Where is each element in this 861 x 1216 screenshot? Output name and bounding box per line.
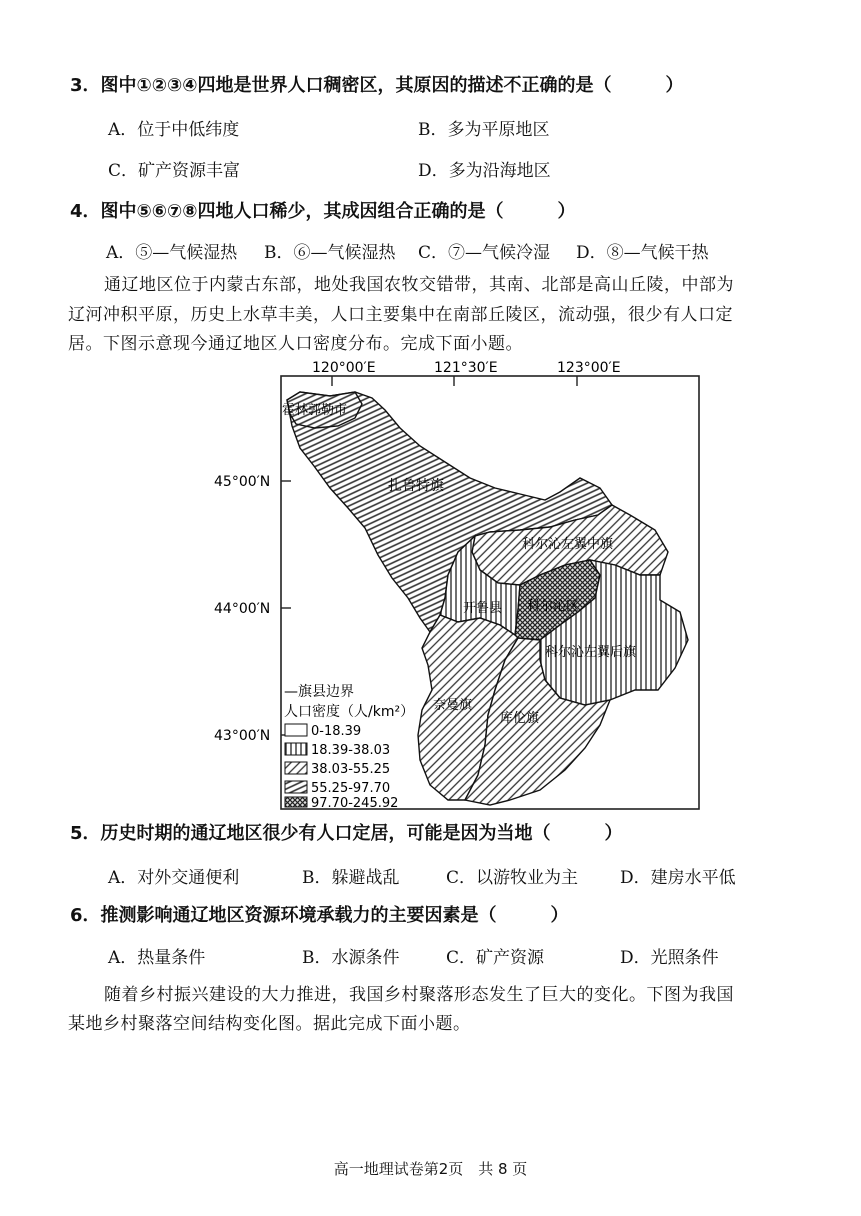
legend-title: 人口密度（人/km²） (284, 704, 415, 720)
q6-option-c: C．矿产资源 (446, 948, 545, 968)
legend-swatch-5 (285, 797, 307, 807)
q4-option-a: A．⑤—气候湿热 (106, 243, 238, 263)
q4-option-b: B．⑥—气候湿热 (264, 243, 396, 263)
q3-option-c: C．矿产资源丰富 (108, 161, 241, 181)
label-naiman: 奈曼旗 (433, 698, 473, 713)
legend-item-5: 97.70-245.92 (311, 796, 399, 811)
lat-label-44: 44°00′N (214, 601, 271, 617)
q4-stem: 4．图中⑤⑥⑦⑧四地人口稀少，其成因组合正确的是（ ） (70, 201, 576, 222)
legend-swatch-4 (285, 781, 307, 793)
label-keerqin: 科尔沁区 (527, 599, 580, 614)
label-huolinguole: 霍林郭勒市 (282, 403, 348, 418)
q5-stem: 5．历史时期的通辽地区很少有人口定居，可能是因为当地（ ） (70, 823, 623, 844)
label-kezuohou: 科尔沁左翼后旗 (545, 645, 637, 660)
lon-label-123: 123°00′E (557, 360, 621, 376)
label-kulun: 库伦旗 (500, 711, 540, 726)
q3-option-a: A．位于中低纬度 (108, 120, 240, 140)
passage1-line-2: 辽河冲积平原，历史上水草丰美，人口主要集中在南部丘陵区，流动强，很少有人口定 (68, 305, 733, 325)
legend-swatch-2 (285, 743, 307, 755)
passage1-line-1: 通辽地区位于内蒙古东部，地处我国农牧交错带，其南、北部是高山丘陵，中部为 (104, 275, 734, 295)
q4-option-c: C．⑦—气候冷湿 (418, 243, 551, 263)
q6-stem: 6．推测影响通辽地区资源环境承载力的主要因素是（ ） (70, 905, 569, 926)
passage1-line-3: 居。下图示意现今通辽地区人口密度分布。完成下面小题。 (68, 334, 523, 354)
q3-option-d: D．多为沿海地区 (418, 161, 551, 181)
lat-label-43: 43°00′N (214, 728, 271, 744)
passage2-line-2: 某地乡村聚落空间结构变化图。据此完成下面小题。 (68, 1014, 471, 1034)
q3-option-b: B．多为平原地区 (418, 120, 550, 140)
label-kailu: 开鲁县 (463, 601, 503, 616)
legend-boundary: —旗县边界 (284, 684, 354, 700)
lat-label-45: 45°00′N (214, 474, 271, 490)
lon-label-120: 120°00′E (312, 360, 376, 376)
legend-item-1: 0-18.39 (311, 724, 362, 739)
q4-option-d: D．⑧—气候干热 (576, 243, 709, 263)
label-zhalute: 扎鲁特旗 (388, 478, 444, 494)
legend-item-2: 18.39-38.03 (311, 743, 391, 758)
q5-option-b: B．躲避战乱 (302, 868, 400, 888)
q6-option-a: A．热量条件 (108, 948, 206, 968)
legend-swatch-1 (285, 724, 307, 736)
legend-item-4: 55.25-97.70 (311, 781, 391, 796)
legend-swatch-3 (285, 762, 307, 774)
q5-option-d: D．建房水平低 (620, 868, 736, 888)
legend-item-3: 38.03-55.25 (311, 762, 391, 777)
page-footer: 高一地理试卷第2页 共 8 页 (333, 1160, 528, 1178)
q5-option-c: C．以游牧业为主 (446, 868, 579, 888)
passage2-line-1: 随着乡村振兴建设的大力推进，我国乡村聚落形态发生了巨大的变化。下图为我国 (104, 985, 734, 1005)
q3-stem: 3．图中①②③④四地是世界人口稠密区，其原因的描述不正确的是（ ） (70, 75, 684, 96)
lon-label-121-30: 121°30′E (434, 360, 498, 376)
label-kezuozhong: 科尔沁左翼中旗 (522, 537, 614, 552)
q6-option-d: D．光照条件 (620, 948, 719, 968)
q6-option-b: B．水源条件 (302, 948, 400, 968)
q5-option-a: A．对外交通便利 (108, 868, 240, 888)
